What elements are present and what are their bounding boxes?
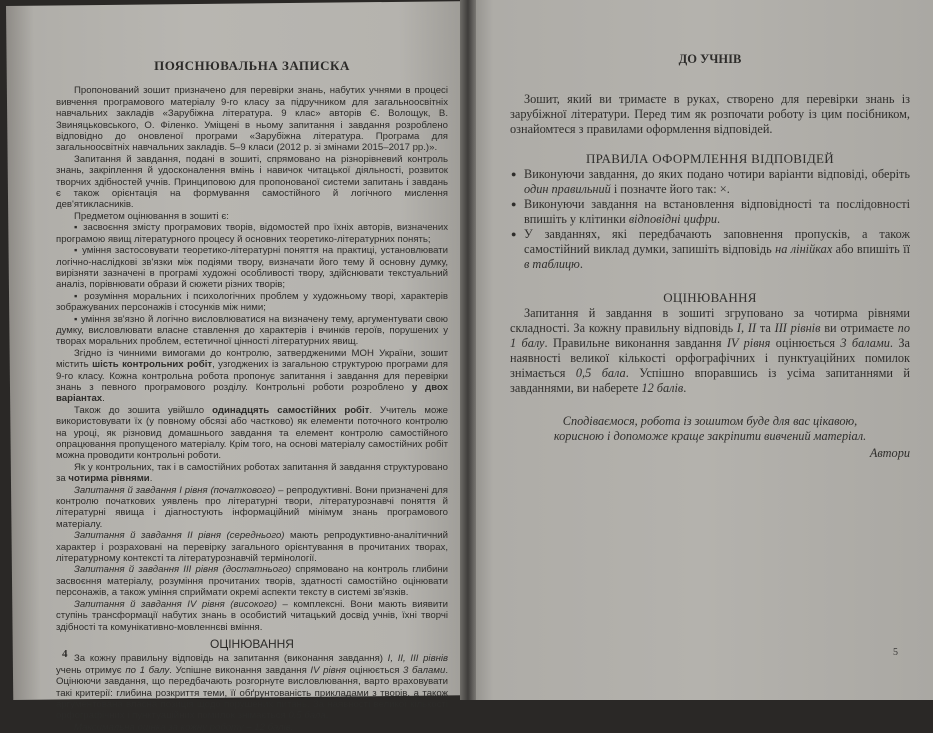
text: . Оцінюючи завдання, що передбачають розгорнуте висловлювання, варто враховувати такі критерії: глибина розкриття теми, її обґрунтованість прикладами з творів, а також аргументована власна позиція щодо порушених питань. За наявності великої кількості орфографічних і пунктуаційних помилок знімається — [56, 664, 448, 722]
text: та — [756, 321, 775, 335]
text: . — [579, 257, 583, 271]
level-paragraph — [56, 599, 448, 633]
italic-text: 0,5 бала — [288, 710, 326, 722]
book-spine — [460, 0, 476, 700]
section-heading: ОЦІНЮВАННЯ — [663, 290, 757, 305]
bold-text: у двох варіантах — [56, 381, 448, 405]
text: мають репродуктивно-аналітичний характер і розраховані на перевірку загального орієнтування в прочитаних творах, літературному контексті та літературознавчій термінології. — [56, 530, 448, 565]
italic-text: IV рівня — [310, 664, 347, 676]
italic-text: 3 балами — [403, 664, 446, 676]
italic-text: 12 балів — [641, 381, 684, 395]
text: Запитання й завдання в зошиті згруповано за чотирма рівнями складності. За кожну правильну відповідь — [510, 306, 910, 335]
level-label: Запитання й завдання II рівня (середнього) — [74, 530, 285, 542]
text: Згідно із чинними вимогами до контролю, затвердженими МОН України, зошит містить — [56, 347, 448, 371]
italic-text: I, II, III рівнів — [387, 653, 448, 665]
list-item: ▪ розуміння моральних і психологічних проблем у художньому творі, характерів зображуваних персонажів і стосунків між ними; — [56, 291, 448, 314]
text: учень отримує — [56, 664, 126, 676]
text: . Успішне виконання завдання — [169, 664, 311, 676]
authors-signature: Автори — [869, 446, 910, 460]
paragraph: Запитання й завдання, подані в зошиті, спрямовано на різнорівневий контроль знань, закріплення й удосконалення вмінь і навичок читацької діяльності, розвиток творчих здібностей учнів. Принциповою для пропонованої системи запитань і завдань є також орієнтація на формування самостійного й логічного мислення дев'ятикласників. — [56, 153, 448, 211]
left-page-content — [56, 48, 448, 733]
text: , узгоджених із загальною структурою програми для 9-го класу. Кожна контрольна робота пропонує запитання і завдання для перевірки знань з певного програмового розділу. Контрольні роботи розроблено — [56, 359, 448, 393]
text: . За наявності великої кількості орфографічних і пунктуаційних помилок знімається — [510, 336, 910, 380]
paragraph — [56, 405, 448, 462]
paragraph: Зошит, який ви тримаєте в руках, створено для перевірки знань із зарубіжної літератури. Перед тим як розпочати роботу із цим посібником, ознайомтеся з правилами оформлення відповідей. — [510, 92, 910, 136]
text: . — [717, 212, 721, 226]
text: або впишіть її — [832, 242, 910, 256]
text: У завданнях, які передбачають заповнення пропусків, а також самостійний виклад думки, запишіть відповідь — [524, 227, 910, 256]
italic-text: 0,5 бала — [575, 366, 626, 380]
section-heading: ОЦІНЮВАННЯ — [210, 636, 294, 651]
bold-text: чотирма рівнями — [68, 473, 150, 485]
italic-text: III рівнів — [774, 321, 821, 335]
page-number: 4 — [62, 648, 68, 660]
italic-text: в таблицю — [524, 257, 580, 271]
level-paragraph — [56, 564, 448, 598]
subject-list — [56, 222, 448, 347]
paragraph — [510, 306, 910, 396]
text: Виконуючи завдання на встановлення відповідності та послідовності впишіть у клітинки — [524, 197, 910, 226]
italic-text: IV рівня — [726, 336, 771, 350]
rules-list — [510, 167, 910, 272]
list-item — [524, 227, 910, 272]
text: оцінюється — [346, 664, 404, 676]
paragraph: Пропонований зошит призначено для перевірки знань, набутих учнями в процесі вивчення програмового матеріалу 9-го класу за підручником для загальноосвітніх навчальних закладів «Зарубіжна література. 9 клас» авторів Є. Волощук, В. Звиняцьковського, О. Філенко. Уміщені в ньому запитання і завдання розроблено відповідно до оновленої програми «Зарубіжна література. Програма для загальноосвітніх навчальних закладів. 5–9 класи (2012 р. зі змінами 2015–2017 рр.)». — [56, 85, 448, 154]
page-title: ДО УЧНІВ — [678, 52, 742, 66]
text: ви отримаєте — [820, 321, 898, 335]
list-item: ▪ засвоєння змісту програмових творів, відомостей про їхніх авторів, визначених програмою явищ літературного процесу й основних теоретико-літературних понять; — [56, 222, 448, 245]
list-item: ▪ уміння зв'язно й логічно висловлюватися на визначену тему, аргументувати свою думку, висловлювати власне ставлення до характерів і вчинків героїв, порушених у творах моральних проблем, естетичної цінності літературних явищ. — [56, 314, 448, 348]
closing-line — [510, 414, 910, 444]
max-score: Максимальна оцінка за кожну роботу – 12 балів. — [74, 721, 294, 733]
text: . — [325, 710, 329, 722]
list-item — [524, 197, 910, 227]
text: . Успішно впоравшись із усіма запитаннями й завданнями, ви наберете — [510, 366, 910, 395]
text: . — [102, 393, 105, 405]
text: Сподіваємося, робота із зошитом буде для вас цікавою, — [562, 414, 858, 428]
text: оцінюється — [770, 336, 841, 350]
paragraph: Предметом оцінювання в зошиті є: — [74, 210, 229, 222]
text: спрямовано на контроль глибини засвоєння матеріалу, розуміння прочитаних творів, здатності самостійно оцінювати персонажів, а також уміння сприймати окремі аспекти тексту в системі зв'язків. — [56, 564, 448, 599]
section-heading: ПРАВИЛА ОФОРМЛЕННЯ ВІДПОВІДЕЙ — [585, 151, 834, 166]
level-paragraph — [56, 530, 448, 564]
text: – комплексні. Вони мають виявити ступінь трансформації набутих знань в особистий читацький досвід учнів, їхні творчі здібності та комунікативно-мовленнєві вміння. — [56, 598, 448, 633]
text: і позначте його так: ×. — [610, 182, 730, 196]
level-paragraph — [56, 485, 448, 531]
italic-text: один правильний — [524, 182, 611, 196]
italic-text: по 1 балу — [125, 664, 170, 676]
italic-text: на лінійках — [775, 242, 833, 256]
text: . — [149, 473, 153, 485]
level-label: Запитання й завдання IV рівня (високого) — [74, 598, 277, 610]
text: Як у контрольних, так і в самостійних роботах запитання й завдання структуровано за — [56, 461, 448, 485]
level-label: Запитання й завдання I рівня (початкового) — [74, 484, 276, 496]
text: корисною і допоможе краще закріпити вивчений матеріал. — [553, 429, 867, 443]
text: Виконуючи завдання, до яких подано чотири варіанти відповіді, оберіть — [524, 167, 910, 181]
paragraph — [56, 462, 448, 485]
italic-text: 3 балами — [840, 336, 890, 350]
right-page-content — [510, 52, 910, 461]
page-title: ПОЯСНЮВАЛЬНА ЗАПИСКА — [154, 58, 350, 73]
bold-text: шість контрольних робіт — [92, 359, 213, 371]
paragraph — [56, 653, 448, 721]
text: . Учитель може використовувати їх (у повному обсязі або частково) як елементи поточного контролю на уроці, як різновид домашнього завдання та елемент контролю самостійного опрацювання пропущеного матеріалу. Крім того, на основі матеріалу самостійних робіт можна проводити контрольні роботи. — [56, 404, 448, 462]
page-number: 5 — [893, 647, 898, 658]
paragraph — [56, 348, 448, 405]
bold-text: одинадцять самостійних робіт — [212, 404, 370, 416]
list-item: ▪ уміння застосовувати теоретико-літературні поняття на практиці, установлювати логічно-наслідкові зв'язки між подіями твору, визначати його тему й основну думку, вирізняти зазначені в програмі художні особливості твору, здійснювати текстуальний аналіз, порівнювати образи й сюжети різних творів; — [56, 245, 448, 291]
list-item — [524, 167, 910, 197]
italic-text: I, II — [736, 321, 757, 335]
italic-text: по 1 балу — [510, 321, 910, 350]
text: Також до зошита увійшло — [74, 404, 213, 416]
italic-text: відповідні цифри — [628, 212, 717, 226]
text: . — [683, 381, 687, 395]
level-label: Запитання й завдання III рівня (достатнього) — [74, 564, 292, 576]
text: За кожну правильну відповідь на запитання (виконання завдання) — [74, 653, 388, 665]
text: – репродуктивні. Вони призначені для контролю початкових уявлень про літературні твори, літературознавчі поняття й літературні явища і діагностують інформаційний мінімум знань програмового матеріалу. — [56, 484, 448, 530]
text: . Правильне виконання завдання — [544, 336, 727, 350]
